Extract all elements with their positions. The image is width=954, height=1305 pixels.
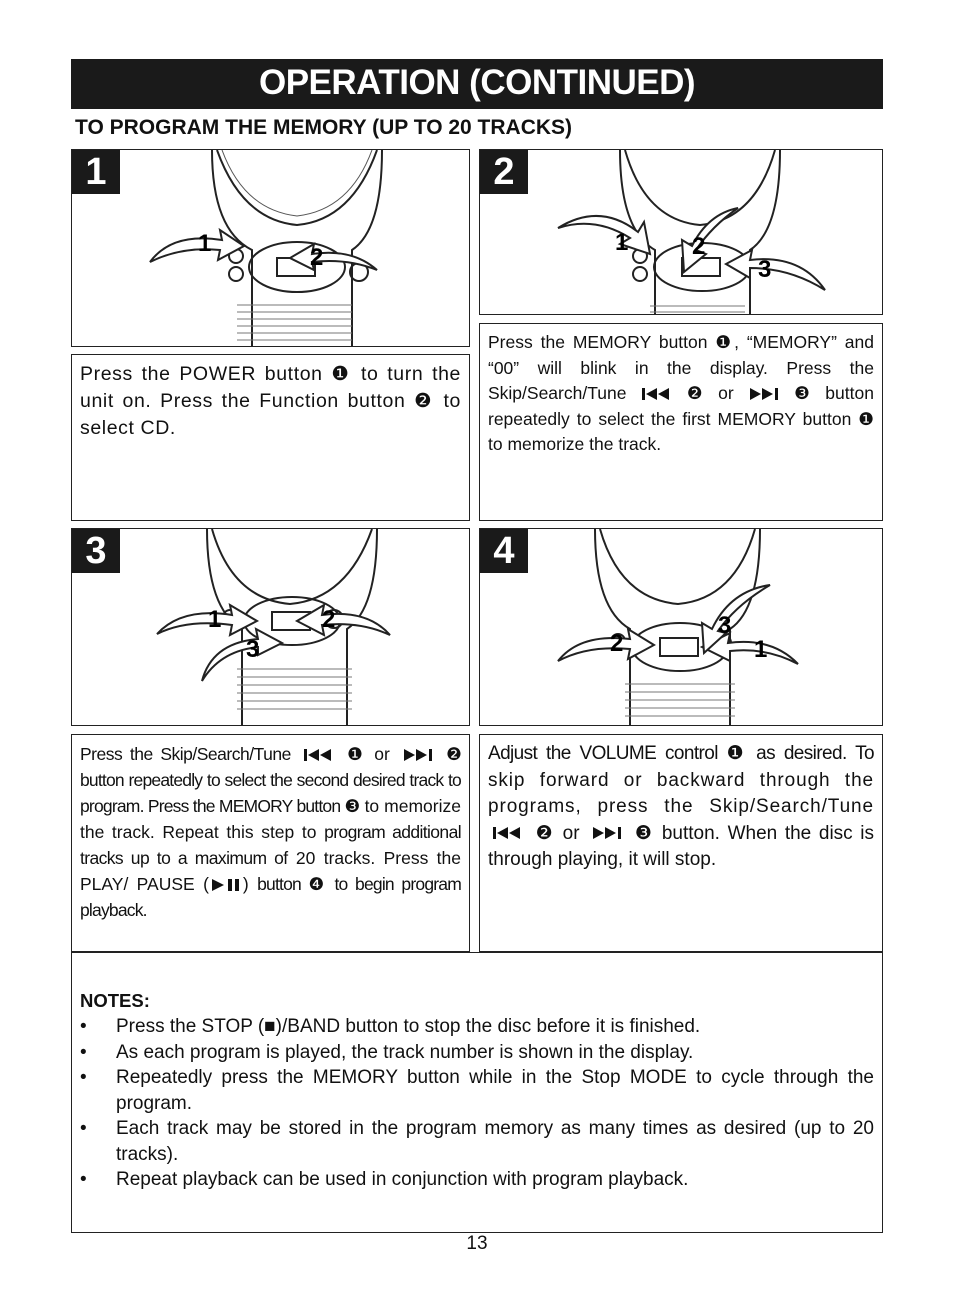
step-2-text-part-c: ❸ bbox=[794, 383, 816, 403]
step-3-text-part-f: 20 tracks. Press the PLAY/ PAUSE ( bbox=[80, 848, 461, 894]
notes-box bbox=[71, 952, 883, 1233]
step-4-text bbox=[479, 734, 883, 952]
step-3-text-part-g: ) bbox=[242, 874, 249, 894]
note-item: • Press the STOP (■)/BAND button to stop the disc before it is finished. bbox=[80, 1014, 874, 1040]
step-2-text-part-b: ❷ or bbox=[686, 383, 734, 403]
callout-3: 3 bbox=[758, 256, 772, 283]
notes-list bbox=[80, 1014, 874, 1193]
skip-forward-icon bbox=[402, 748, 434, 762]
callout-2: 2 bbox=[322, 606, 336, 633]
note-item: • As each program is played, the track number is shown in the display. bbox=[80, 1040, 874, 1066]
skip-back-icon bbox=[641, 387, 673, 401]
step-4-illustration bbox=[479, 528, 883, 726]
step-2-illustration bbox=[479, 149, 883, 315]
note-item: • Repeatedly press the MEMORY button while in the Stop MODE to cycle through the program. bbox=[80, 1065, 874, 1116]
callout-2: 2 bbox=[310, 244, 324, 271]
cd-player-diagram-1 bbox=[72, 150, 470, 347]
skip-forward-icon bbox=[748, 387, 780, 401]
step-3-text-part-a: Press the Skip/Search/Tune bbox=[80, 744, 291, 764]
skip-forward-icon bbox=[591, 826, 623, 840]
step-3-text-part-c: ❷ button repeatedly to select the second desired track to program. Press the MEMORY button ❸ bbox=[80, 744, 461, 816]
step-3-text-part-d: to memorize the track. Repeat this step to bbox=[80, 796, 461, 842]
step-3-illustration bbox=[71, 528, 470, 726]
step-3-text-part-h: button ❹ to begin program playback. bbox=[80, 874, 461, 920]
section-subtitle: TO PROGRAM THE MEMORY (UP TO 20 TRACKS) bbox=[75, 116, 573, 139]
callout-2: 2 bbox=[692, 233, 706, 260]
step-4-text-part-d: ❸ button. When the disc is through playing, it will stop. bbox=[488, 822, 875, 870]
callout-3: 3 bbox=[718, 612, 732, 639]
cd-player-diagram-4 bbox=[480, 529, 883, 726]
step-4-text-part-a: Adjust the VOLUME control ❶ as desired. To bbox=[488, 743, 874, 764]
step-1-illustration bbox=[71, 149, 470, 347]
callout-2: 2 bbox=[610, 630, 624, 657]
step-1-number: 1 bbox=[72, 150, 120, 194]
note-item: • Repeat playback can be used in conjunction with program playback. bbox=[80, 1167, 874, 1193]
step-3-number: 3 bbox=[72, 529, 120, 573]
callout-1: 1 bbox=[208, 606, 222, 633]
play-pause-icon bbox=[210, 878, 242, 892]
page-title-banner bbox=[71, 59, 883, 109]
callout-1: 1 bbox=[754, 636, 768, 663]
step-4-text-part-b: skip forward or backward through the programs, press the Skip/Search/Tune bbox=[488, 769, 874, 817]
callout-1: 1 bbox=[615, 229, 629, 256]
page-title: OPERATION (CONTINUED) bbox=[258, 63, 696, 102]
note-item: • Each track may be stored in the program memory as many times as desired (up to 20 tracks). bbox=[80, 1116, 874, 1167]
step-2-text-part-d: button repeatedly to select the first MEMORY button ❶ to memorize the track. bbox=[488, 383, 874, 454]
step-4-text-part-c: ❷ or bbox=[535, 822, 580, 844]
step-3-text bbox=[71, 734, 470, 952]
step-4-number: 4 bbox=[480, 529, 528, 573]
step-3-text-part-e: program additional tracks up to a maximum of bbox=[80, 822, 461, 868]
step-2-text-part-a: Press the MEMORY button ❶, “MEMORY” and “00” will blink in the display. Press the Skip/Search/Tune bbox=[488, 332, 874, 403]
skip-back-icon bbox=[492, 826, 524, 840]
step-1-instructions: Press the POWER button ❶ to turn the unit on. Press the Function button ❷ to select CD. bbox=[80, 363, 461, 439]
callout-1: 1 bbox=[198, 230, 212, 257]
callout-3: 3 bbox=[246, 636, 260, 663]
step-2-text bbox=[479, 323, 883, 521]
step-1-text bbox=[71, 354, 470, 521]
skip-back-icon bbox=[303, 748, 335, 762]
step-2-number: 2 bbox=[480, 150, 528, 194]
page-number: 13 bbox=[466, 1233, 488, 1254]
notes-title: NOTES: bbox=[80, 990, 150, 1011]
cd-player-diagram-3 bbox=[72, 529, 470, 726]
cd-player-diagram-2 bbox=[480, 150, 883, 315]
step-3-text-part-b: ❶ or bbox=[347, 744, 390, 764]
